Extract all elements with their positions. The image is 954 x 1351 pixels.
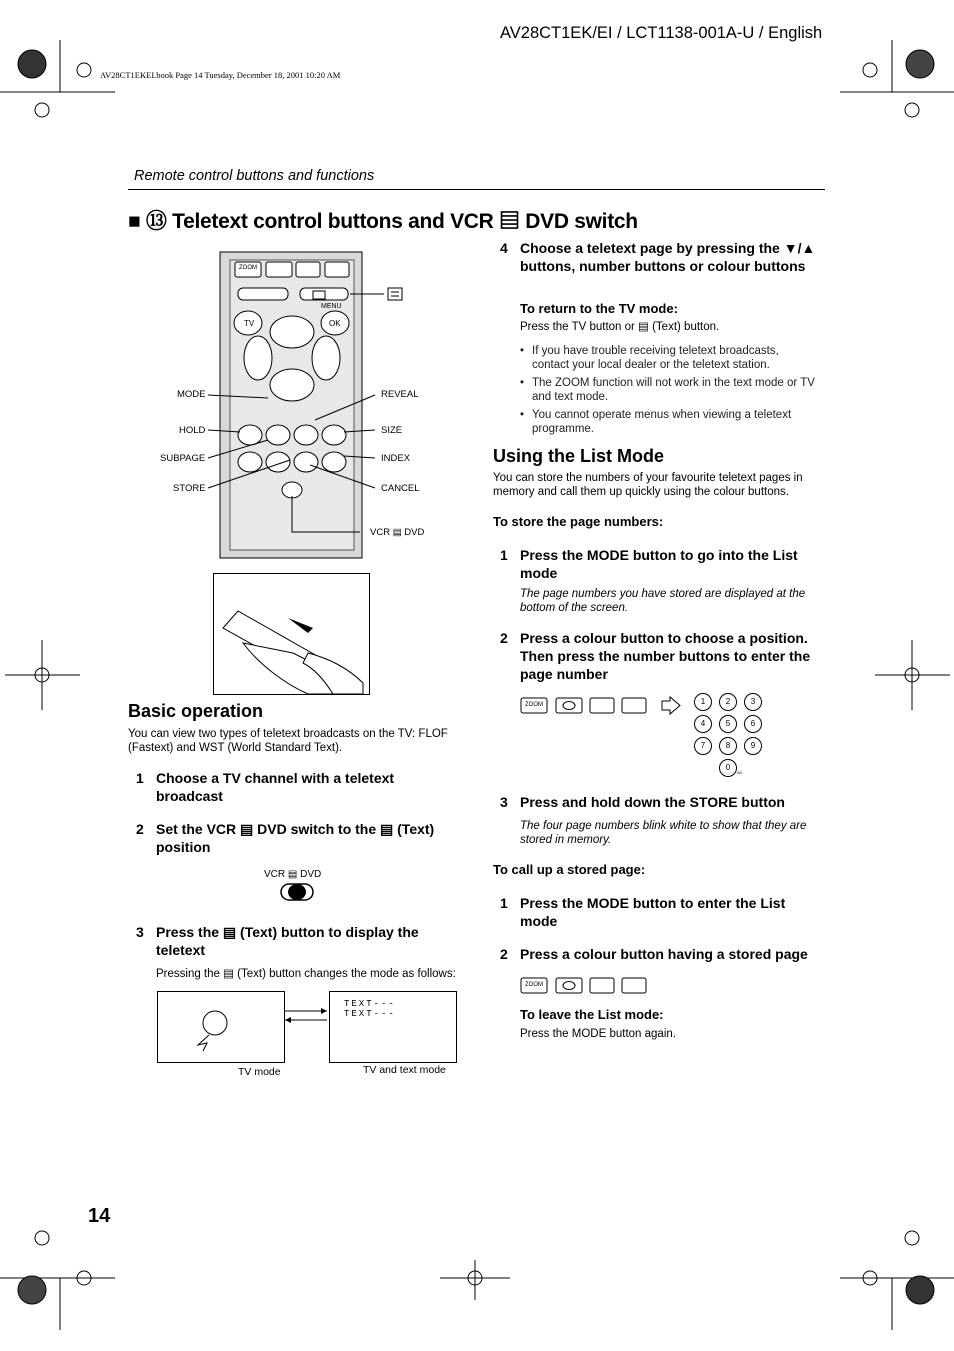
digit-7: 7	[694, 737, 712, 755]
step-text: Choose a teletext page by pressing the ▼/▲ buttons, number buttons or colour buttons	[520, 240, 816, 274]
basic-heading: Basic operation	[128, 701, 264, 721]
step-text: Press a colour button to choose a position. Then press the number buttons to enter the page number	[520, 630, 811, 682]
page-number: 14	[88, 1205, 111, 1227]
document-id: AV28CT1EK/EI / LCT1138-001A-U / English	[500, 24, 823, 42]
step-3-note: Pressing the ▤ (Text) button changes the mode as follows:	[156, 968, 456, 980]
number-pad	[694, 693, 766, 783]
digit-1: 1	[694, 693, 712, 711]
vcr-dvd-switch-icon	[280, 882, 316, 902]
return-heading: To return to the TV mode:	[520, 301, 678, 316]
notes-list	[520, 345, 818, 441]
step-4	[500, 239, 820, 275]
hand-remote-illustration	[213, 573, 370, 695]
step-number: 2	[500, 630, 508, 646]
basic-step-2	[136, 820, 466, 856]
digit-5: 5	[719, 715, 737, 733]
return-text: Press the TV button or ▤ (Text) button.	[520, 321, 720, 333]
step-text: Press and hold down the STORE button	[520, 794, 785, 810]
note-item: • The ZOOM function will not work in the text mode or TV and text mode.	[520, 377, 818, 404]
mode-arrows	[283, 1005, 329, 1025]
list-mode-intro: You can store the numbers of your favourite teletext pages in memory and call them up quickly using the colour buttons.	[493, 472, 803, 498]
store-step-1-note: The page numbers you have stored are displayed at the bottom of the screen.	[520, 588, 806, 614]
digit-9: 9	[744, 737, 762, 755]
step-text: Set the VCR ▤ DVD switch to the ▤ (Text) position	[156, 821, 435, 855]
step-number: 2	[500, 946, 508, 962]
label-mode: MODE	[177, 389, 206, 400]
remote-illustration	[150, 250, 450, 560]
label-reveal: REVEAL	[381, 389, 419, 400]
digit-0: 0	[719, 759, 737, 777]
label-index: INDEX	[381, 453, 411, 464]
step-text: Press the ▤ (Text) button to display the teletext	[156, 924, 419, 958]
call-step-1	[500, 894, 825, 930]
step-text: Press a colour button having a stored page	[520, 946, 808, 962]
label-vcr-dvd: VCR ▤ DVD	[370, 527, 425, 538]
header-rule	[128, 189, 825, 190]
colour-buttons-row	[520, 695, 685, 717]
leave-text: Press the MODE button again.	[520, 1028, 676, 1040]
zoom-label-1: ZOOM	[525, 702, 543, 708]
step-number: 3	[500, 794, 508, 810]
label-subpage: SUBPAGE	[160, 453, 206, 464]
digit-6: 6	[744, 715, 762, 733]
step-text: Choose a TV channel with a teletext broadcast	[156, 770, 395, 804]
zoom-label-2: ZOOM	[525, 982, 543, 988]
remote-zoom-label: ZOOM	[239, 265, 257, 271]
tv-mode-globe-icon	[195, 1005, 235, 1055]
remote-tv-label: TV	[244, 319, 255, 328]
store-step-1	[500, 546, 825, 582]
label-size: SIZE	[381, 425, 403, 436]
remote-menu-label: MENU	[321, 303, 342, 310]
list-mode-heading: Using the List Mode	[493, 446, 664, 466]
label-hold: HOLD	[179, 425, 206, 436]
label-store: STORE	[173, 483, 206, 494]
tv-mode-label: TV mode	[238, 1066, 281, 1078]
call-step-2	[500, 945, 830, 963]
basic-intro: You can view two types of teletext broadcasts on the TV: FLOF (Fastext) and WST (World Standard Text).	[128, 728, 448, 754]
digit-8: 8	[719, 737, 737, 755]
switch-label: VCR ▤ DVD	[264, 869, 322, 880]
step-number: 1	[500, 547, 508, 563]
tv-text-mode-label: TV and text mode	[363, 1064, 446, 1076]
note-item: • You cannot operate menus when viewing a teletext programme.	[520, 409, 818, 436]
digit-3: 3	[744, 693, 762, 711]
text-line-2: TEXT---	[344, 1009, 396, 1019]
step-text: Press the MODE button to enter the List mode	[520, 895, 786, 929]
section-title: Remote control buttons and functions	[134, 168, 375, 184]
text-line-1: TEXT---	[344, 999, 396, 1009]
store-step-3-note: The four page numbers blink white to show that they are stored in memory.	[520, 820, 807, 846]
store-step-3	[500, 793, 825, 811]
call-heading: To call up a stored page:	[493, 862, 646, 877]
basic-step-3	[136, 923, 466, 959]
remote-ok-label: OK	[329, 319, 341, 328]
digit-4: 4	[694, 715, 712, 733]
step-number: 4	[500, 240, 508, 256]
step-text: Press the MODE button to go into the List mode	[520, 547, 798, 581]
step-number: 1	[500, 895, 508, 911]
page-title: ■ ⑬ Teletext control buttons and VCR ▤ DVD switch	[128, 210, 638, 233]
step-number: 3	[136, 924, 144, 940]
store-step-2	[500, 629, 825, 683]
note-item: • If you have trouble receiving teletext broadcasts, contact your local dealer or the teletext station.	[520, 345, 818, 372]
digit-2: 2	[719, 693, 737, 711]
book-line: AV28CT1EKEI.book Page 14 Tuesday, December 18, 2001 10:20 AM	[100, 70, 341, 80]
av-label: AV	[737, 770, 743, 775]
leave-heading: To leave the List mode:	[520, 1007, 664, 1022]
store-heading: To store the page numbers:	[493, 514, 664, 529]
basic-step-1	[136, 769, 456, 805]
step-number: 2	[136, 821, 144, 837]
label-cancel: CANCEL	[381, 483, 420, 494]
step-number: 1	[136, 770, 144, 786]
